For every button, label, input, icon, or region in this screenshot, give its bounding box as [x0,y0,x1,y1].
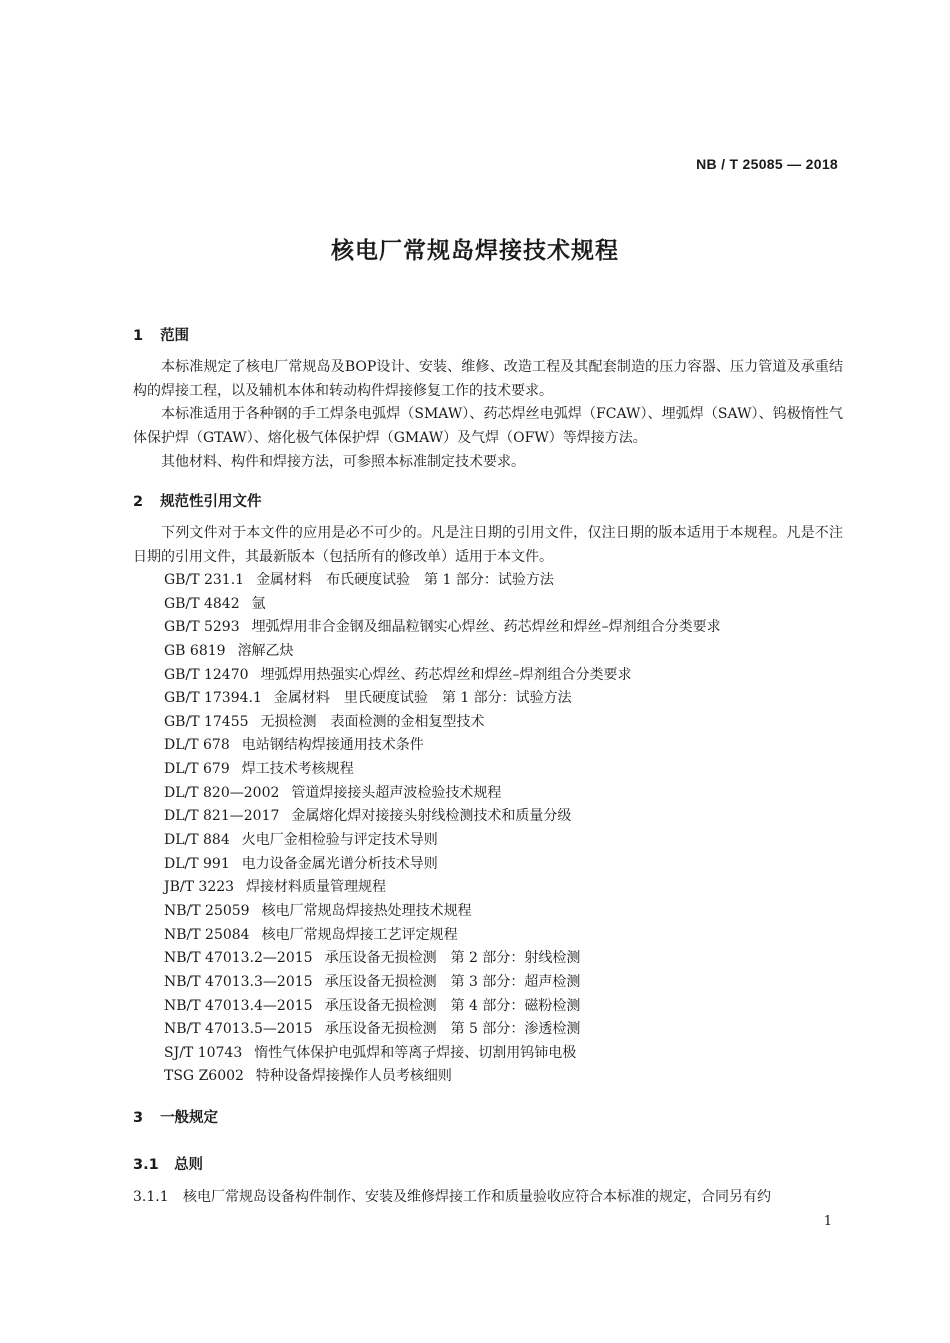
reference-item [164,569,721,593]
reference-code: GB/T 17394.1 [164,690,262,707]
reference-item [164,971,721,995]
section-title: 规范性引用文件 [160,494,262,510]
reference-code: DL/T 991 [164,855,230,872]
section-title: 总则 [174,1157,204,1173]
reference-item [164,758,721,782]
reference-item [164,1065,721,1089]
reference-title: 火电厂金相检验与评定技术导则 [241,832,438,849]
reference-list [164,569,721,1089]
reference-title: 焊接材料质量管理规程 [246,879,387,896]
section-number: 3 [133,1110,144,1126]
reference-code: NB/T 47013.3—2015 [164,973,313,990]
reference-code: NB/T 25059 [164,902,250,919]
section-title: 范围 [160,328,190,344]
reference-title: 承压设备无损检测 第 5 部分：渗透检测 [324,1021,581,1038]
reference-item [164,995,721,1019]
reference-title: 焊工技术考核规程 [241,761,354,778]
reference-item [164,664,721,688]
reference-title: 承压设备无损检测 第 3 部分：超声检测 [324,973,581,990]
reference-title: 电力设备金属光谱分析技术导则 [241,855,438,872]
reference-item [164,687,721,711]
reference-code: NB/T 47013.4—2015 [164,997,313,1014]
reference-code: NB/T 47013.5—2015 [164,1021,313,1038]
reference-code: GB/T 5293 [164,619,240,636]
reference-code: DL/T 821—2017 [164,808,280,825]
reference-title: 氩 [251,595,266,612]
reference-item [164,593,721,617]
reference-title: 电站钢结构焊接通用技术条件 [241,737,424,754]
reference-title: 埋弧焊用非合金钢及细晶粒钢实心焊丝、药芯焊丝和焊丝–焊剂组合分类要求 [251,619,721,636]
reference-title: 承压设备无损检测 第 2 部分：射线检测 [324,950,581,967]
section-1-paragraph-1: 本标准规定了核电厂常规岛及BOP设计、安装、维修、改造工程及其配套制造的压力容器、压力管道及承重结构的焊接工程，以及辅机本体和转动构件焊接修复工作的技术要求。 [133,359,843,399]
reference-title: 核电厂常规岛焊接热处理技术规程 [261,902,472,919]
reference-item [164,1018,721,1042]
reference-title: 承压设备无损检测 第 4 部分：磁粉检测 [324,997,581,1014]
reference-item [164,711,721,735]
reference-code: DL/T 678 [164,737,230,754]
reference-item [164,924,721,948]
reference-title: 管道焊接接头超声波检验技术规程 [291,784,502,801]
reference-item [164,640,721,664]
clause-text: 核电厂常规岛设备构件制作、安装及维修焊接工作和质量验收应符合本标准的规定，合同另有约 [183,1189,771,1205]
reference-code: DL/T 820—2002 [164,784,280,801]
document-title: 核电厂常规岛焊接技术规程 [331,238,619,264]
reference-code: GB/T 4842 [164,595,240,612]
reference-item [164,616,721,640]
clause-3-1-1 [133,1186,843,1209]
reference-item [164,805,721,829]
reference-title: 溶解乙炔 [237,642,294,659]
section-number: 2 [133,494,144,510]
reference-code: NB/T 25084 [164,926,250,943]
section-2-intro: 下列文件对于本文件的应用是必不可少的。凡是注日期的引用文件，仅注日期的版本适用于本规程。凡是不注日期的引用文件，其最新版本（包括所有的修改单）适用于本文件。 [133,525,843,565]
reference-code: DL/T 679 [164,761,230,778]
section-1-paragraph-3: 其他材料、构件和焊接方法，可参照本标准制定技术要求。 [161,454,525,470]
section-number: 1 [133,328,144,344]
reference-item [164,734,721,758]
reference-code: TSG Z6002 [164,1068,244,1085]
reference-item [164,947,721,971]
reference-code: GB/T 231.1 [164,572,245,588]
section-1-paragraph-2: 本标准适用于各种钢的手工焊条电弧焊（SMAW）、药芯焊丝电弧焊（FCAW）、埋弧焊（SAW）、钨极惰性气体保护焊（GTAW）、熔化极气体保护焊（GMAW）及气焊（OFW）等焊接方法。 [133,406,843,446]
reference-code: NB/T 47013.2—2015 [164,950,313,967]
section-title: 一般规定 [160,1110,219,1126]
reference-item [164,1042,721,1066]
reference-item [164,829,721,853]
standard-number: NB / T 25085 — 2018 [696,156,838,172]
section-number: 3.1 [133,1157,159,1173]
reference-title: 金属材料 布氏硬度试验 第 1 部分：试验方法 [256,572,554,588]
section-3-heading [133,1106,218,1127]
reference-title: 核电厂常规岛焊接工艺评定规程 [261,926,458,943]
reference-title: 特种设备焊接操作人员考核细则 [255,1068,452,1085]
page-number: 1 [823,1214,832,1229]
reference-code: GB/T 12470 [164,666,249,683]
section-3-1-heading [133,1153,203,1174]
reference-title: 埋弧焊用热强实心焊丝、药芯焊丝和焊丝–焊剂组合分类要求 [260,666,632,683]
reference-code: GB 6819 [164,642,226,659]
reference-item [164,782,721,806]
section-2-heading [133,490,262,511]
reference-title: 金属材料 里氏硬度试验 第 1 部分：试验方法 [273,690,572,707]
reference-code: JB/T 3223 [164,879,235,896]
clause-number: 3.1.1 [133,1189,169,1205]
reference-item [164,853,721,877]
reference-code: SJ/T 10743 [164,1044,243,1061]
reference-item [164,900,721,924]
reference-title: 金属熔化焊对接接头射线检测技术和质量分级 [291,808,572,825]
reference-code: DL/T 884 [164,832,230,849]
reference-title: 惰性气体保护电弧焊和等离子焊接、切割用钨铈电极 [254,1044,577,1061]
reference-item [164,876,721,900]
section-1-heading [133,324,189,345]
reference-code: GB/T 17455 [164,713,249,730]
reference-title: 无损检测 表面检测的金相复型技术 [260,713,485,730]
